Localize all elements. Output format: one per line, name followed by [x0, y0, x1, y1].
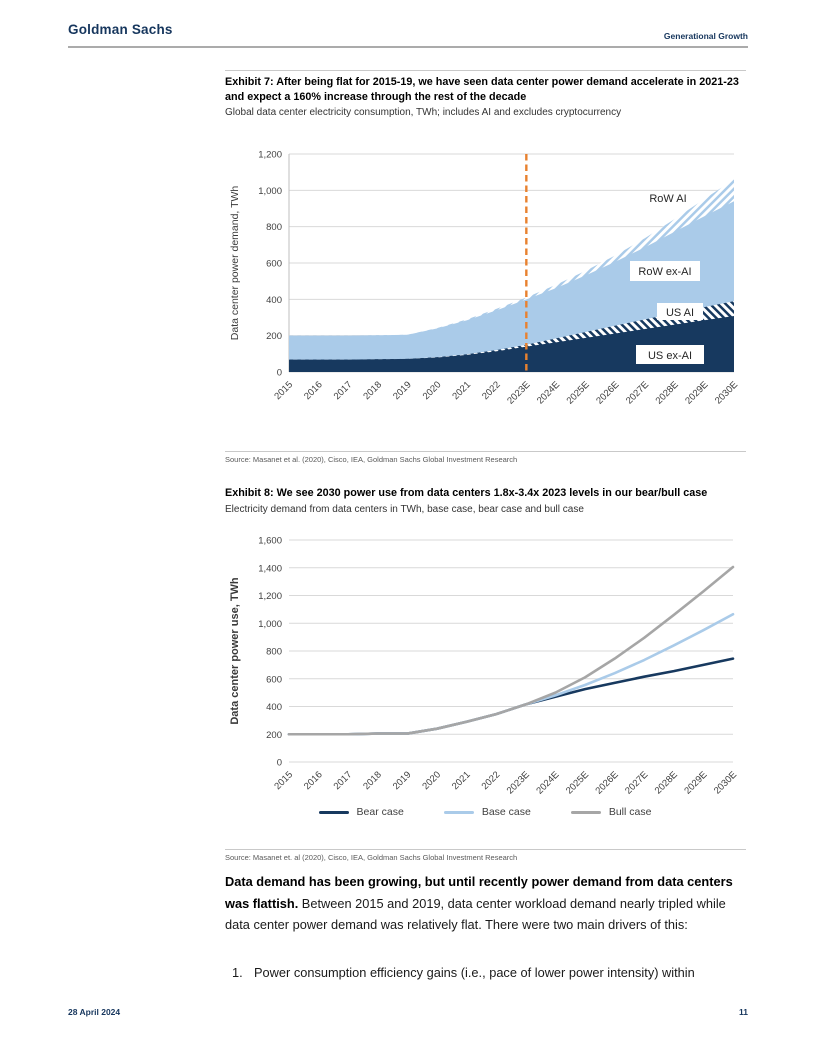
bull-case-line-swatch [571, 811, 601, 814]
x-tick-label: 2016 [302, 379, 325, 403]
y-tick-label: 800 [266, 646, 282, 658]
y-tick-label: 1,600 [258, 535, 282, 547]
x-tick-label: 2015 [272, 379, 296, 403]
y-tick-label: 400 [266, 702, 282, 713]
y-tick-label: 1,000 [258, 185, 282, 197]
exhibit7-subtitle: Global data center electricity consumption, TWh; includes AI and excludes cryptocurrency [225, 107, 622, 118]
x-tick-label: 2027E [623, 769, 651, 797]
report-title: Generational Growth [663, 31, 748, 41]
chart2-legend [225, 806, 745, 818]
x-tick-label: 2022 [479, 769, 503, 793]
x-tick-label: 2030E [712, 379, 741, 407]
y-axis-title: Data center power demand, TWh [229, 185, 241, 341]
base-case-line-swatch [444, 811, 474, 814]
x-tick-label: 2026E [594, 379, 622, 407]
y-tick-label: 1,200 [258, 591, 282, 602]
exhibit8-title: Exhibit 8: We see 2030 power use from data centers 1.8x-3.4x 2023 levels in our bear/bull case [225, 487, 708, 499]
legend-label-base-case: Base case [481, 806, 531, 818]
series-label-row-ai: RoW AI [649, 193, 687, 205]
x-tick-label: 2020 [420, 769, 444, 793]
series-label-row-ex-ai: RoW ex-AI [638, 266, 692, 278]
y-tick-label: 200 [266, 729, 282, 741]
x-tick-label: 2029E [682, 769, 710, 797]
x-tick-label: 2017 [331, 379, 355, 403]
x-tick-label: 2019 [390, 769, 414, 793]
x-tick-label: 2021 [449, 769, 473, 793]
y-tick-label: 600 [266, 674, 282, 686]
list-number: 1. [232, 965, 243, 980]
series-label-us-ex-ai: US ex-AI [647, 350, 693, 362]
series-label-us-ai: US AI [665, 307, 695, 319]
exhibit7-header [225, 75, 749, 118]
y-tick-label: 1,000 [258, 618, 282, 630]
x-tick-label: 2024E [534, 379, 563, 407]
x-tick-label: 2026E [593, 769, 621, 797]
x-tick-label: 2017 [331, 769, 355, 793]
x-tick-label: 2028E [652, 769, 680, 797]
brand-logo-text: Goldman Sachs [68, 22, 173, 37]
x-tick-label: 2018 [361, 769, 384, 793]
y-tick-label: 1,400 [258, 563, 282, 575]
exhibit8-source-divider [225, 849, 746, 850]
legend-item-base-case [444, 806, 531, 818]
x-tick-label: 2018 [361, 379, 385, 403]
numbered-list-item-1 [232, 962, 746, 983]
bear-case-line-swatch [319, 811, 349, 814]
footer-page-number: 11 [739, 1007, 748, 1017]
x-tick-label: 2027E [623, 379, 652, 407]
line-series-base-case [289, 614, 733, 734]
body-lead-bold: Data demand has been growing, but until recently power demand from data centers was flattish. [225, 874, 733, 911]
y-tick-label: 800 [266, 222, 282, 234]
legend-item-bear-case [319, 806, 404, 818]
x-tick-label: 2022 [480, 379, 503, 403]
x-tick-label: 2028E [653, 379, 681, 407]
exhibit7-title: Exhibit 7: After being flat for 2015-19, we have seen data center power demand accelerate in 2021-23 and expect a 160% increase through the rest of the decade [225, 76, 739, 103]
body-lead-rest: Between 2015 and 2019, data center workload demand nearly tripled while data center power demand was relatively flat. There were two main drivers of this: [225, 895, 726, 932]
exhibit7-divider [225, 70, 746, 71]
exhibit8-line-chart [225, 526, 745, 804]
legend-label-bear-case: Bear case [356, 806, 404, 818]
x-tick-label: 2021 [450, 379, 474, 403]
x-tick-label: 2025E [563, 769, 592, 797]
y-tick-label: 400 [266, 294, 282, 306]
x-tick-label: 2016 [301, 769, 325, 793]
body-paragraph [225, 871, 751, 936]
exhibit8-header [225, 486, 749, 515]
list-text: Power consumption efficiency gains (i.e., pace of lower power intensity) within [254, 965, 695, 980]
line-series-bear-case [289, 659, 733, 735]
x-tick-label: 2029E [683, 379, 711, 407]
legend-item-bull-case [571, 806, 652, 818]
y-tick-label: 600 [266, 258, 282, 270]
x-tick-label: 2030E [711, 769, 740, 797]
x-tick-label: 2019 [391, 379, 414, 403]
x-tick-label: 2025E [564, 379, 592, 407]
legend-label-bull-case: Bull case [608, 806, 652, 818]
x-tick-label: 2023E [504, 769, 532, 797]
exhibit7-stacked-area-chart [225, 136, 745, 432]
x-tick-label: 2020 [420, 379, 444, 403]
x-tick-label: 2023E [505, 379, 533, 407]
exhibit7-source-divider [225, 451, 746, 452]
y-tick-label: 0 [276, 367, 282, 379]
y-axis-title: Data center power use, TWh [229, 577, 241, 725]
exhibit7-source: Source: Masanet et al. (2020), Cisco, IEA, Goldman Sachs Global Investment Research [225, 455, 518, 464]
exhibit8-subtitle: Electricity demand from data centers in TWh, base case, bear case and bull case [225, 503, 584, 515]
x-tick-label: 2024E [534, 769, 562, 797]
y-tick-label: 1,200 [258, 149, 282, 161]
footer-date: 28 April 2024 [68, 1007, 121, 1017]
y-tick-label: 0 [276, 757, 282, 769]
exhibit8-source: Source: Masanet et. al (2020), Cisco, IEA, Goldman Sachs Global Investment Research [225, 853, 518, 862]
y-tick-label: 200 [266, 331, 282, 343]
header-divider [68, 46, 748, 48]
x-tick-label: 2015 [272, 769, 296, 793]
